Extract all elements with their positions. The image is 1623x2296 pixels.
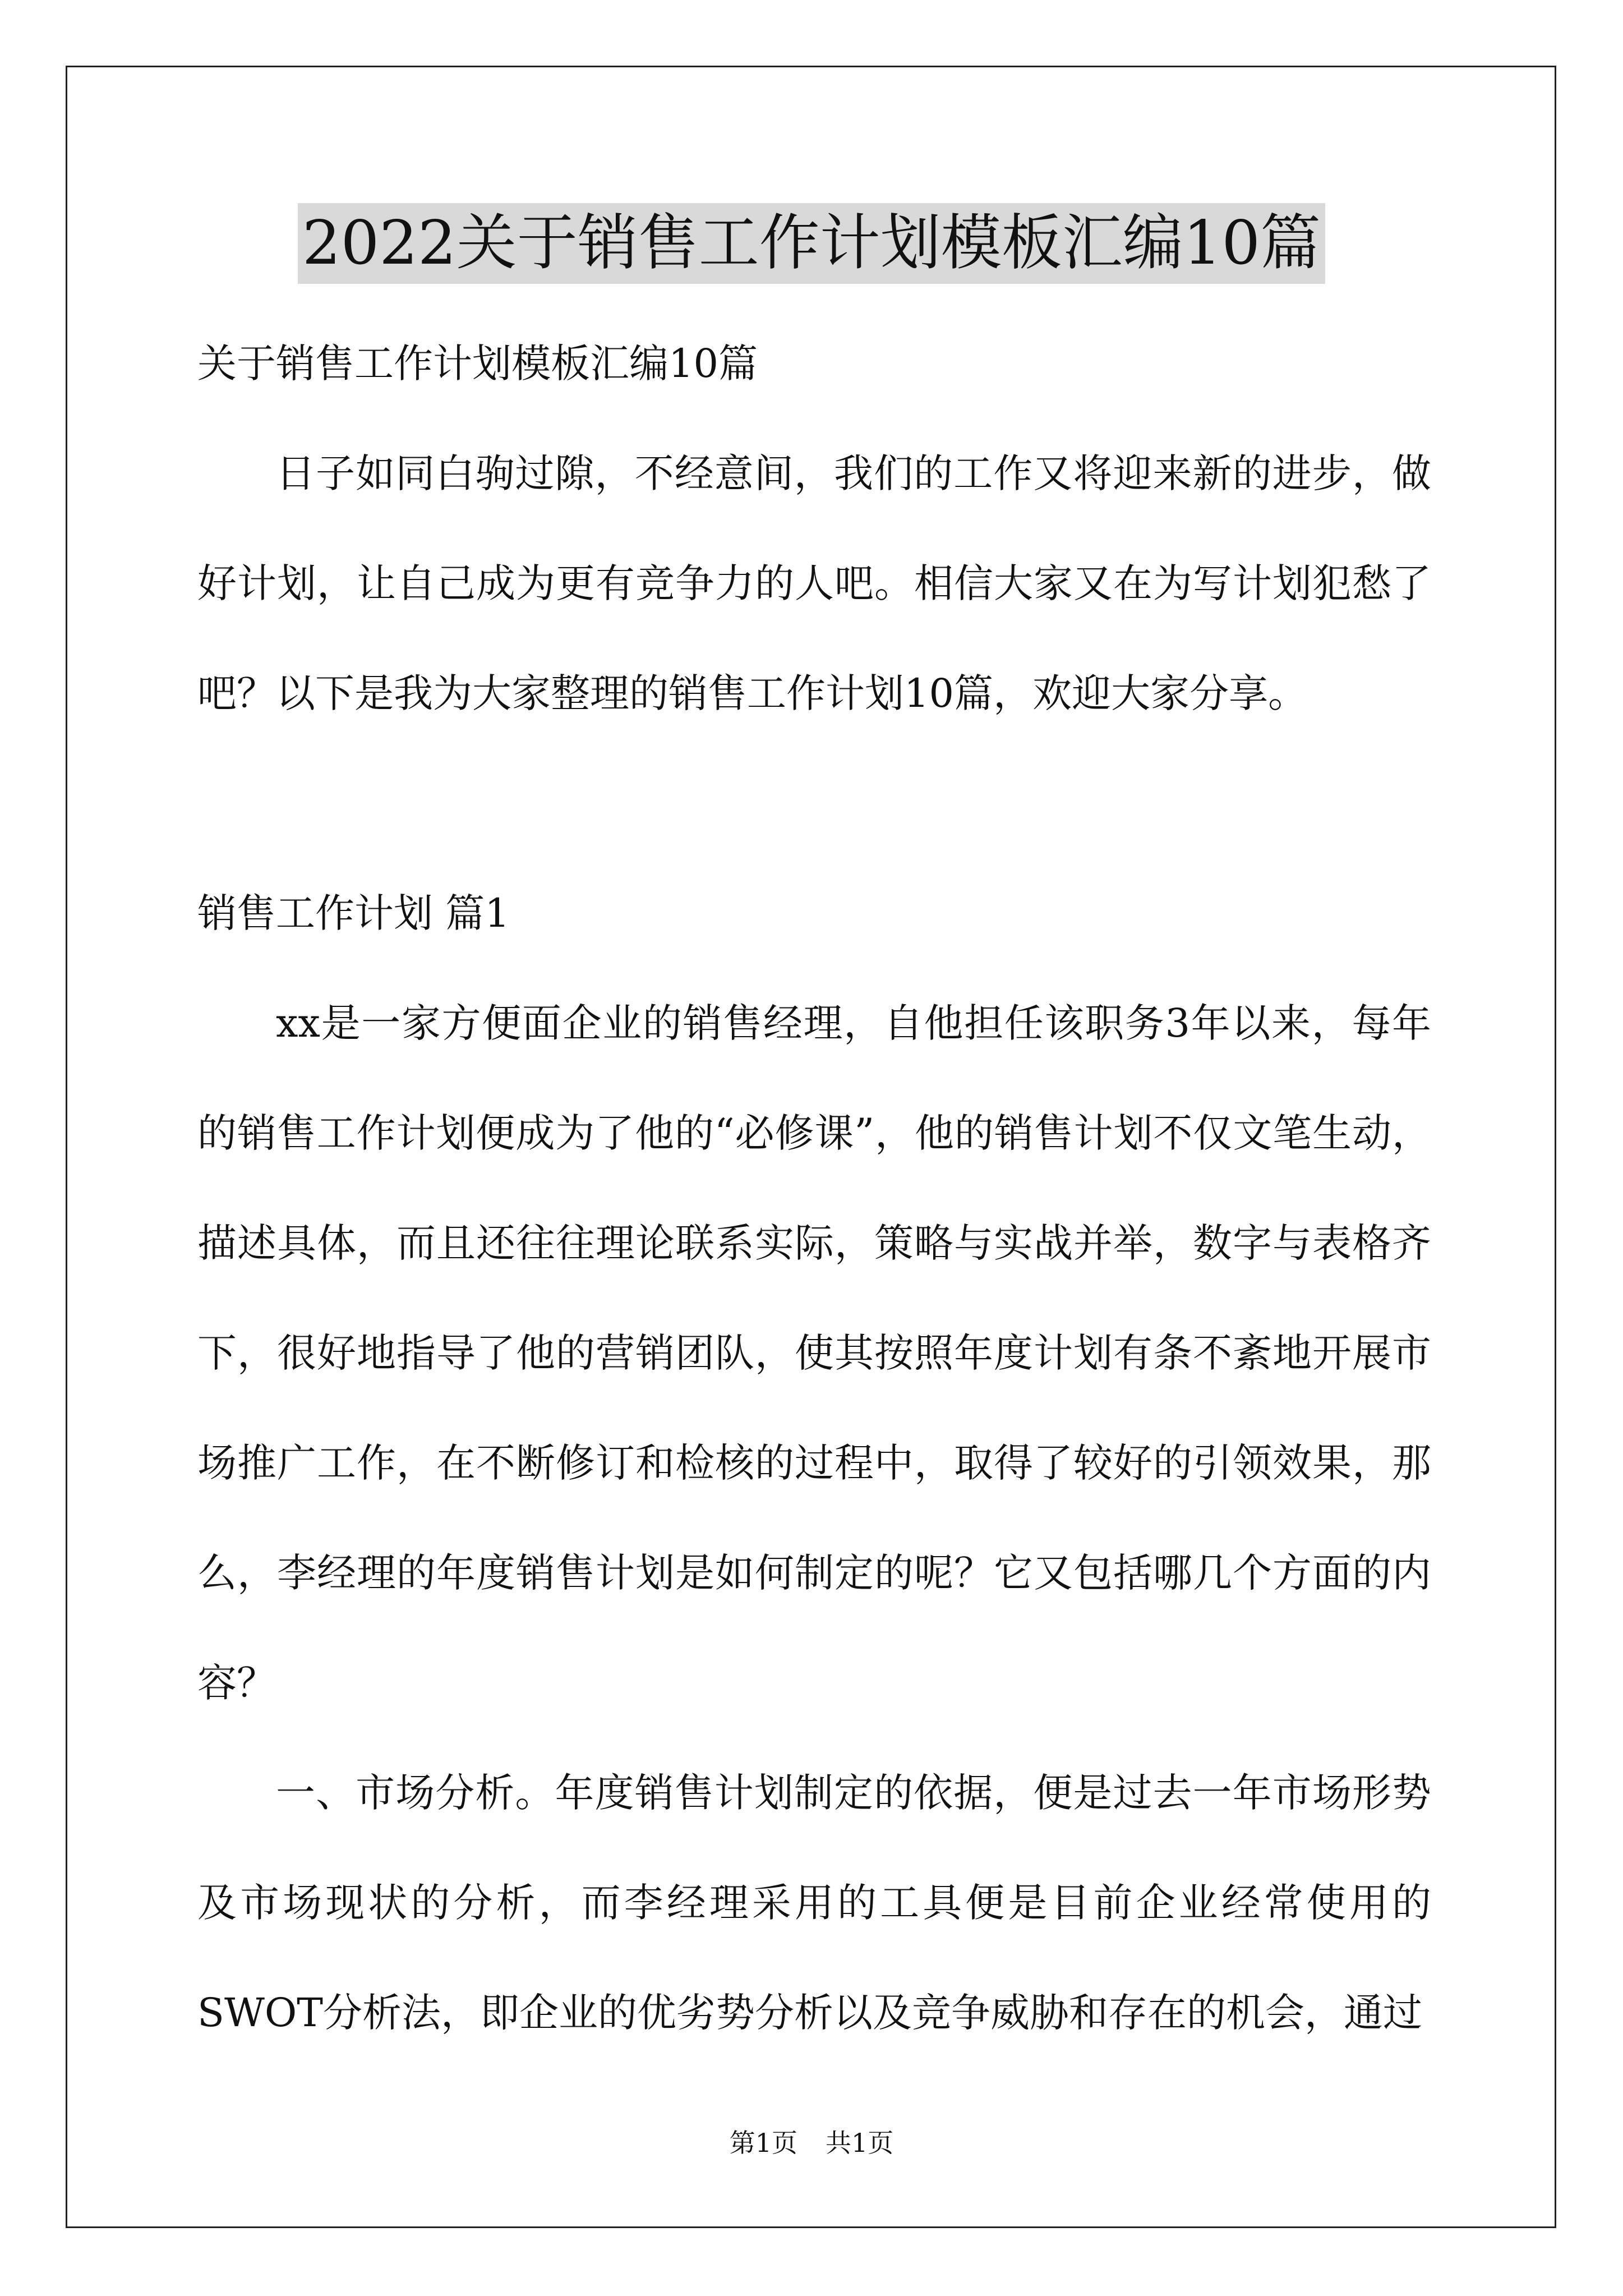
- page-total: 共1页: [826, 2128, 894, 2158]
- document-title: 2022关于销售工作计划模板汇编10篇: [298, 203, 1325, 284]
- page-number: 第1页: [729, 2128, 797, 2158]
- body-paragraph-2: 一、市场分析。年度销售计划制定的依据，便是过去一年市场形势及市场现状的分析，而李经理采用的工具便是目前企业经常使用的SWOT分析法，即企业的优劣势分析以及竞争威胁和存在的机会，通过: [197, 1770, 1431, 2036]
- title-container: [0, 203, 1623, 284]
- intro-paragraph: 日子如同白驹过隙，不经意间，我们的工作又将迎来新的进步，做好计划，让自己成为更有竞争力的人吧。相信大家又在为写计划犯愁了吧？以下是我为大家整理的销售工作计划10篇，欢迎大家分享。: [197, 450, 1431, 716]
- body-paragraph-1: xx是一家方便面企业的销售经理，自他担任该职务3年以来，每年的销售工作计划便成为了他的“必修课”，他的销售计划不仅文笔生动，描述具体，而且还往往理论联系实际，策略与实战并举，数字与表格齐下，很好地指导了他的营销团队，使其按照年度计划有条不紊地开展市场推广工作，在不断修订和检核的过程中，取得了较好的引领效果，那么，李经理的年度销售计划是如何制定的呢？它又包括哪几个方面的内容？: [197, 1000, 1431, 1706]
- document-subtitle: 关于销售工作计划模板汇编10篇: [197, 341, 758, 386]
- page-footer: [0, 2126, 1623, 2160]
- document-body: [197, 309, 1431, 2068]
- section-heading: 销售工作计划 篇1: [197, 890, 510, 936]
- spacer: [197, 748, 1431, 858]
